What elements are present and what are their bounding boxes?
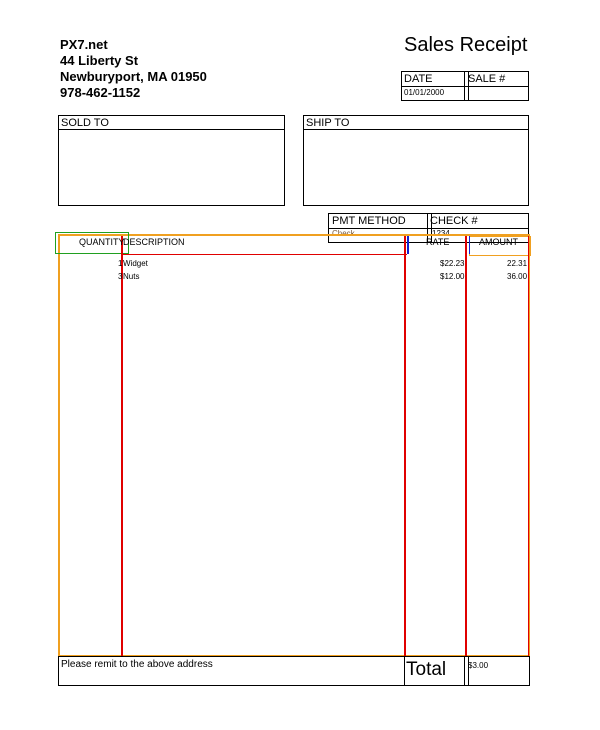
row-1-quantity: 1 [118,259,123,268]
sold-to-box [58,115,285,206]
ship-to-box [303,115,529,206]
payment-method-label: PMT METHOD [332,215,406,227]
company-city: Newburyport, MA 01950 [60,69,207,84]
payment-method-value: Check [332,229,355,238]
row-2-description: Nuts [123,272,140,281]
date-value: 01/01/2000 [404,88,445,97]
sale-number-label: SALE # [468,73,506,85]
rate-header: RATE [426,237,450,247]
total-value: $3.00 [468,661,489,670]
company-phone: 978-462-1152 [60,85,141,100]
row-2-rate: $12.00 [440,272,465,281]
company-block [60,37,207,101]
col-line-amount [465,236,467,656]
check-number-value: 1234 [432,229,450,238]
total-label: Total [406,659,447,680]
sold-to-divider [59,129,284,130]
company-name: PX7.net [60,37,108,52]
date-box-divider [402,86,528,87]
col-line-description [121,236,123,656]
description-header: DESCRIPTION [123,237,185,247]
check-number-label: CHECK # [430,215,478,227]
table-header-divider [122,254,407,255]
line-items-table [58,234,530,657]
date-label: DATE [404,73,433,85]
row-2-amount: 36.00 [507,272,528,281]
col-line-rate [404,236,406,656]
ship-to-label: SHIP TO [306,117,350,129]
amount-header-marker [469,236,470,254]
row-2-quantity: 3 [118,272,123,281]
remit-note: Please remit to the above address [61,659,213,670]
rate-header-marker [407,236,409,254]
row-1-rate: $22.23 [440,259,465,268]
payment-divider [329,228,528,229]
date-sale-box [401,71,529,101]
sold-to-label: SOLD TO [61,117,109,129]
row-1-amount: 22.31 [507,259,528,268]
company-street: 44 Liberty St [60,53,139,68]
col-line-right [528,236,529,656]
footer-vline-2 [464,657,465,685]
page-title: Sales Receipt [404,34,528,56]
footer-vline-1 [404,657,405,685]
footer-box [58,656,530,686]
row-1-description: Widget [123,259,148,268]
ship-to-divider [304,129,528,130]
amount-header: AMOUNT [479,237,518,247]
quantity-header: QUANTITY [79,237,125,247]
date-box-vline-1 [464,72,465,100]
